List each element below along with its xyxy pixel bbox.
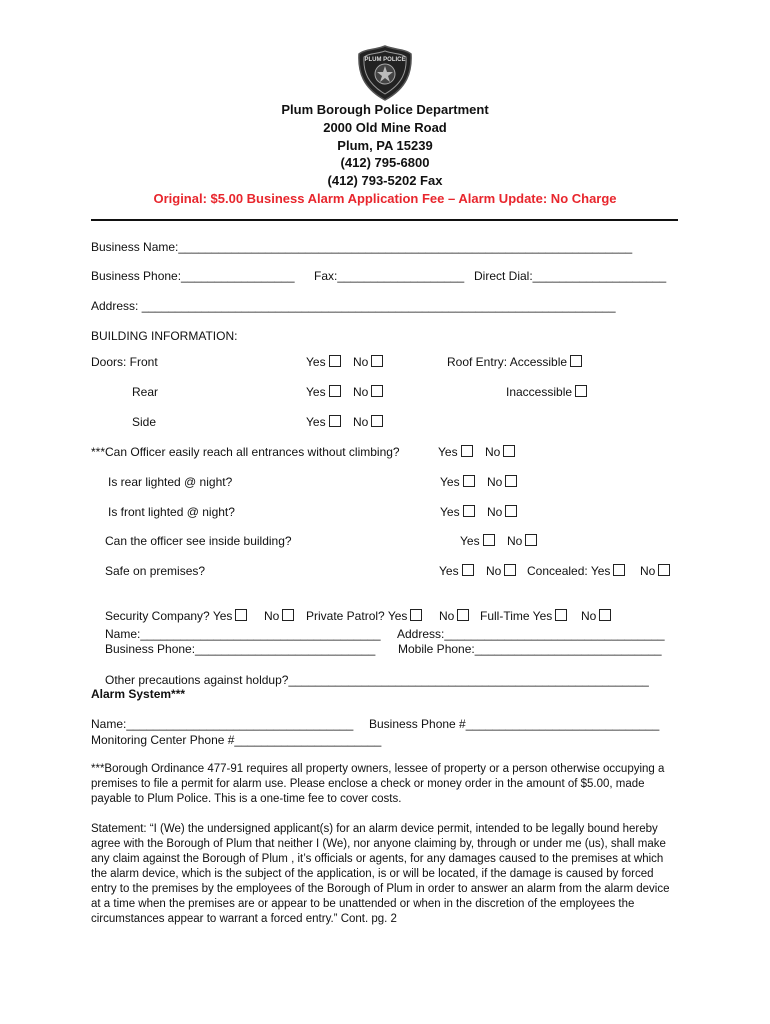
safe-no: No <box>486 564 516 578</box>
reach-yes: Yes <box>438 445 473 459</box>
reach-no-checkbox[interactable] <box>503 445 515 457</box>
reach-question: ***Can Officer easily reach all entrances without climbing? <box>91 445 400 459</box>
statement-paragraph: Statement: “I (We) the undersigned applicant(s) for an alarm device permit, intended to be legally bound hereby agree with the Borough of Plum that neither I (We), nor anyone claiming by, through or under me (us), shall make any claim against the Borough of Plum , it’s officials or agents, for any damages caused to the premises at which the alarm device, which is the subject of the application, is or will be located, if the damage is caused by forced entry to the premises by the employees of the Borough of Plum in order to answer an alarm from the alarm device at a time when the premises are or appear to be unattended or when in the discretion of the employees the circumstances appear to warrant a forced entry.” Cont. pg. 2 <box>91 823 670 925</box>
front-no-checkbox[interactable] <box>371 355 383 367</box>
see-inside-yes: Yes <box>460 534 495 548</box>
security-no: No <box>264 609 294 623</box>
other-precautions-field[interactable]: Other precautions against holdup?______________________________________________________ <box>105 673 649 687</box>
roof-inaccessible-checkbox[interactable] <box>575 385 587 397</box>
concealed-no-checkbox[interactable] <box>658 564 670 576</box>
security-address-field[interactable]: Address:_________________________________ <box>397 627 665 641</box>
fax-number: (412) 793-5202 Fax <box>327 173 443 188</box>
security-yes-checkbox[interactable] <box>235 609 247 621</box>
front-lit-yes-checkbox[interactable] <box>463 505 475 517</box>
safe-question: Safe on premises? <box>105 564 206 578</box>
roof-accessible-checkbox[interactable] <box>570 355 582 367</box>
safe-no-checkbox[interactable] <box>504 564 516 576</box>
rear-lit-question: Is rear lighted @ night? <box>108 475 233 489</box>
rear-lit-yes: Yes <box>440 475 475 489</box>
concealed-yes: Concealed: Yes <box>527 564 625 578</box>
building-info-heading: BUILDING INFORMATION: <box>91 329 238 343</box>
alarm-name-field[interactable]: Name:__________________________________ <box>91 717 354 731</box>
doors-rear-label: Rear <box>132 385 159 399</box>
ordinance-paragraph: ***Borough Ordinance 477-91 requires all property owners, lessee of property or a person otherwise occupying a premises to file a permit for alarm use. Please enclose a check or money order in the amount of $5.00, made payable to Plum Police. This is a one-time fee to cover costs. <box>91 763 665 805</box>
rear-no-checkbox[interactable] <box>371 385 383 397</box>
safe-yes: Yes <box>439 564 474 578</box>
security-company: Security Company? Yes <box>105 609 247 623</box>
roof-inaccessible: Inaccessible <box>506 385 587 399</box>
fax-field[interactable]: Fax:___________________ <box>314 269 465 283</box>
fulltime-no-checkbox[interactable] <box>599 609 611 621</box>
roof-accessible: Roof Entry: Accessible <box>447 355 582 369</box>
side-no-checkbox[interactable] <box>371 415 383 427</box>
concealed-no: No <box>640 564 670 578</box>
rear-lit-no: No <box>487 475 517 489</box>
security-name-field[interactable]: Name:____________________________________ <box>105 627 381 641</box>
side-yes-checkbox[interactable] <box>329 415 341 427</box>
police-badge-logo <box>357 44 413 102</box>
logo-text: PLUM POLICE <box>364 57 406 63</box>
doors-front-label: Doors: Front <box>91 355 158 369</box>
fulltime-no: No <box>581 609 611 623</box>
front-lit-question: Is front lighted @ night? <box>108 505 235 519</box>
rear-lit-no-checkbox[interactable] <box>505 475 517 487</box>
patrol-no: No <box>439 609 469 623</box>
front-yes: Yes <box>306 355 341 369</box>
header-divider <box>91 219 678 221</box>
security-mobile-phone-field[interactable]: Mobile Phone:____________________________ <box>398 642 662 656</box>
monitoring-center-field[interactable]: Monitoring Center Phone #______________________ <box>91 733 382 747</box>
address-field[interactable]: Address: _______________________________________________________________________ <box>91 299 616 313</box>
reach-yes-checkbox[interactable] <box>461 445 473 457</box>
rear-no: No <box>353 385 383 399</box>
front-lit-yes: Yes <box>440 505 475 519</box>
security-no-checkbox[interactable] <box>282 609 294 621</box>
side-no: No <box>353 415 383 429</box>
rear-lit-yes-checkbox[interactable] <box>463 475 475 487</box>
business-name-field[interactable]: Business Name:____________________________________________________________________ <box>91 240 633 254</box>
see-inside-no-checkbox[interactable] <box>525 534 537 546</box>
see-inside-no: No <box>507 534 537 548</box>
see-inside-yes-checkbox[interactable] <box>483 534 495 546</box>
front-yes-checkbox[interactable] <box>329 355 341 367</box>
city-state-zip: Plum, PA 15239 <box>337 138 433 153</box>
fee-notice: Original: $5.00 Business Alarm Application Fee – Alarm Update: No Charge <box>153 191 617 206</box>
patrol-no-checkbox[interactable] <box>457 609 469 621</box>
alarm-system-heading: Alarm System*** <box>91 687 186 701</box>
side-yes: Yes <box>306 415 341 429</box>
doors-side-label: Side <box>132 415 157 429</box>
security-business-phone-field[interactable]: Business Phone:___________________________ <box>105 642 376 656</box>
see-inside-question: Can the officer see inside building? <box>105 534 292 548</box>
business-phone-field[interactable]: Business Phone:_________________ <box>91 269 295 283</box>
fulltime-yes-checkbox[interactable] <box>555 609 567 621</box>
rear-yes: Yes <box>306 385 341 399</box>
front-no: No <box>353 355 383 369</box>
direct-dial-field[interactable]: Direct Dial:____________________ <box>474 269 667 283</box>
patrol-yes-checkbox[interactable] <box>410 609 422 621</box>
department-name: Plum Borough Police Department <box>281 102 489 117</box>
front-lit-no-checkbox[interactable] <box>505 505 517 517</box>
full-time: Full-Time Yes <box>480 609 567 623</box>
rear-yes-checkbox[interactable] <box>329 385 341 397</box>
street-address: 2000 Old Mine Road <box>323 120 447 135</box>
concealed-yes-checkbox[interactable] <box>613 564 625 576</box>
reach-no: No <box>485 445 515 459</box>
front-lit-no: No <box>487 505 517 519</box>
phone-number: (412) 795-6800 <box>340 155 430 170</box>
alarm-business-phone-field[interactable]: Business Phone #_____________________________ <box>369 717 660 731</box>
private-patrol: Private Patrol? Yes <box>306 609 422 623</box>
safe-yes-checkbox[interactable] <box>462 564 474 576</box>
